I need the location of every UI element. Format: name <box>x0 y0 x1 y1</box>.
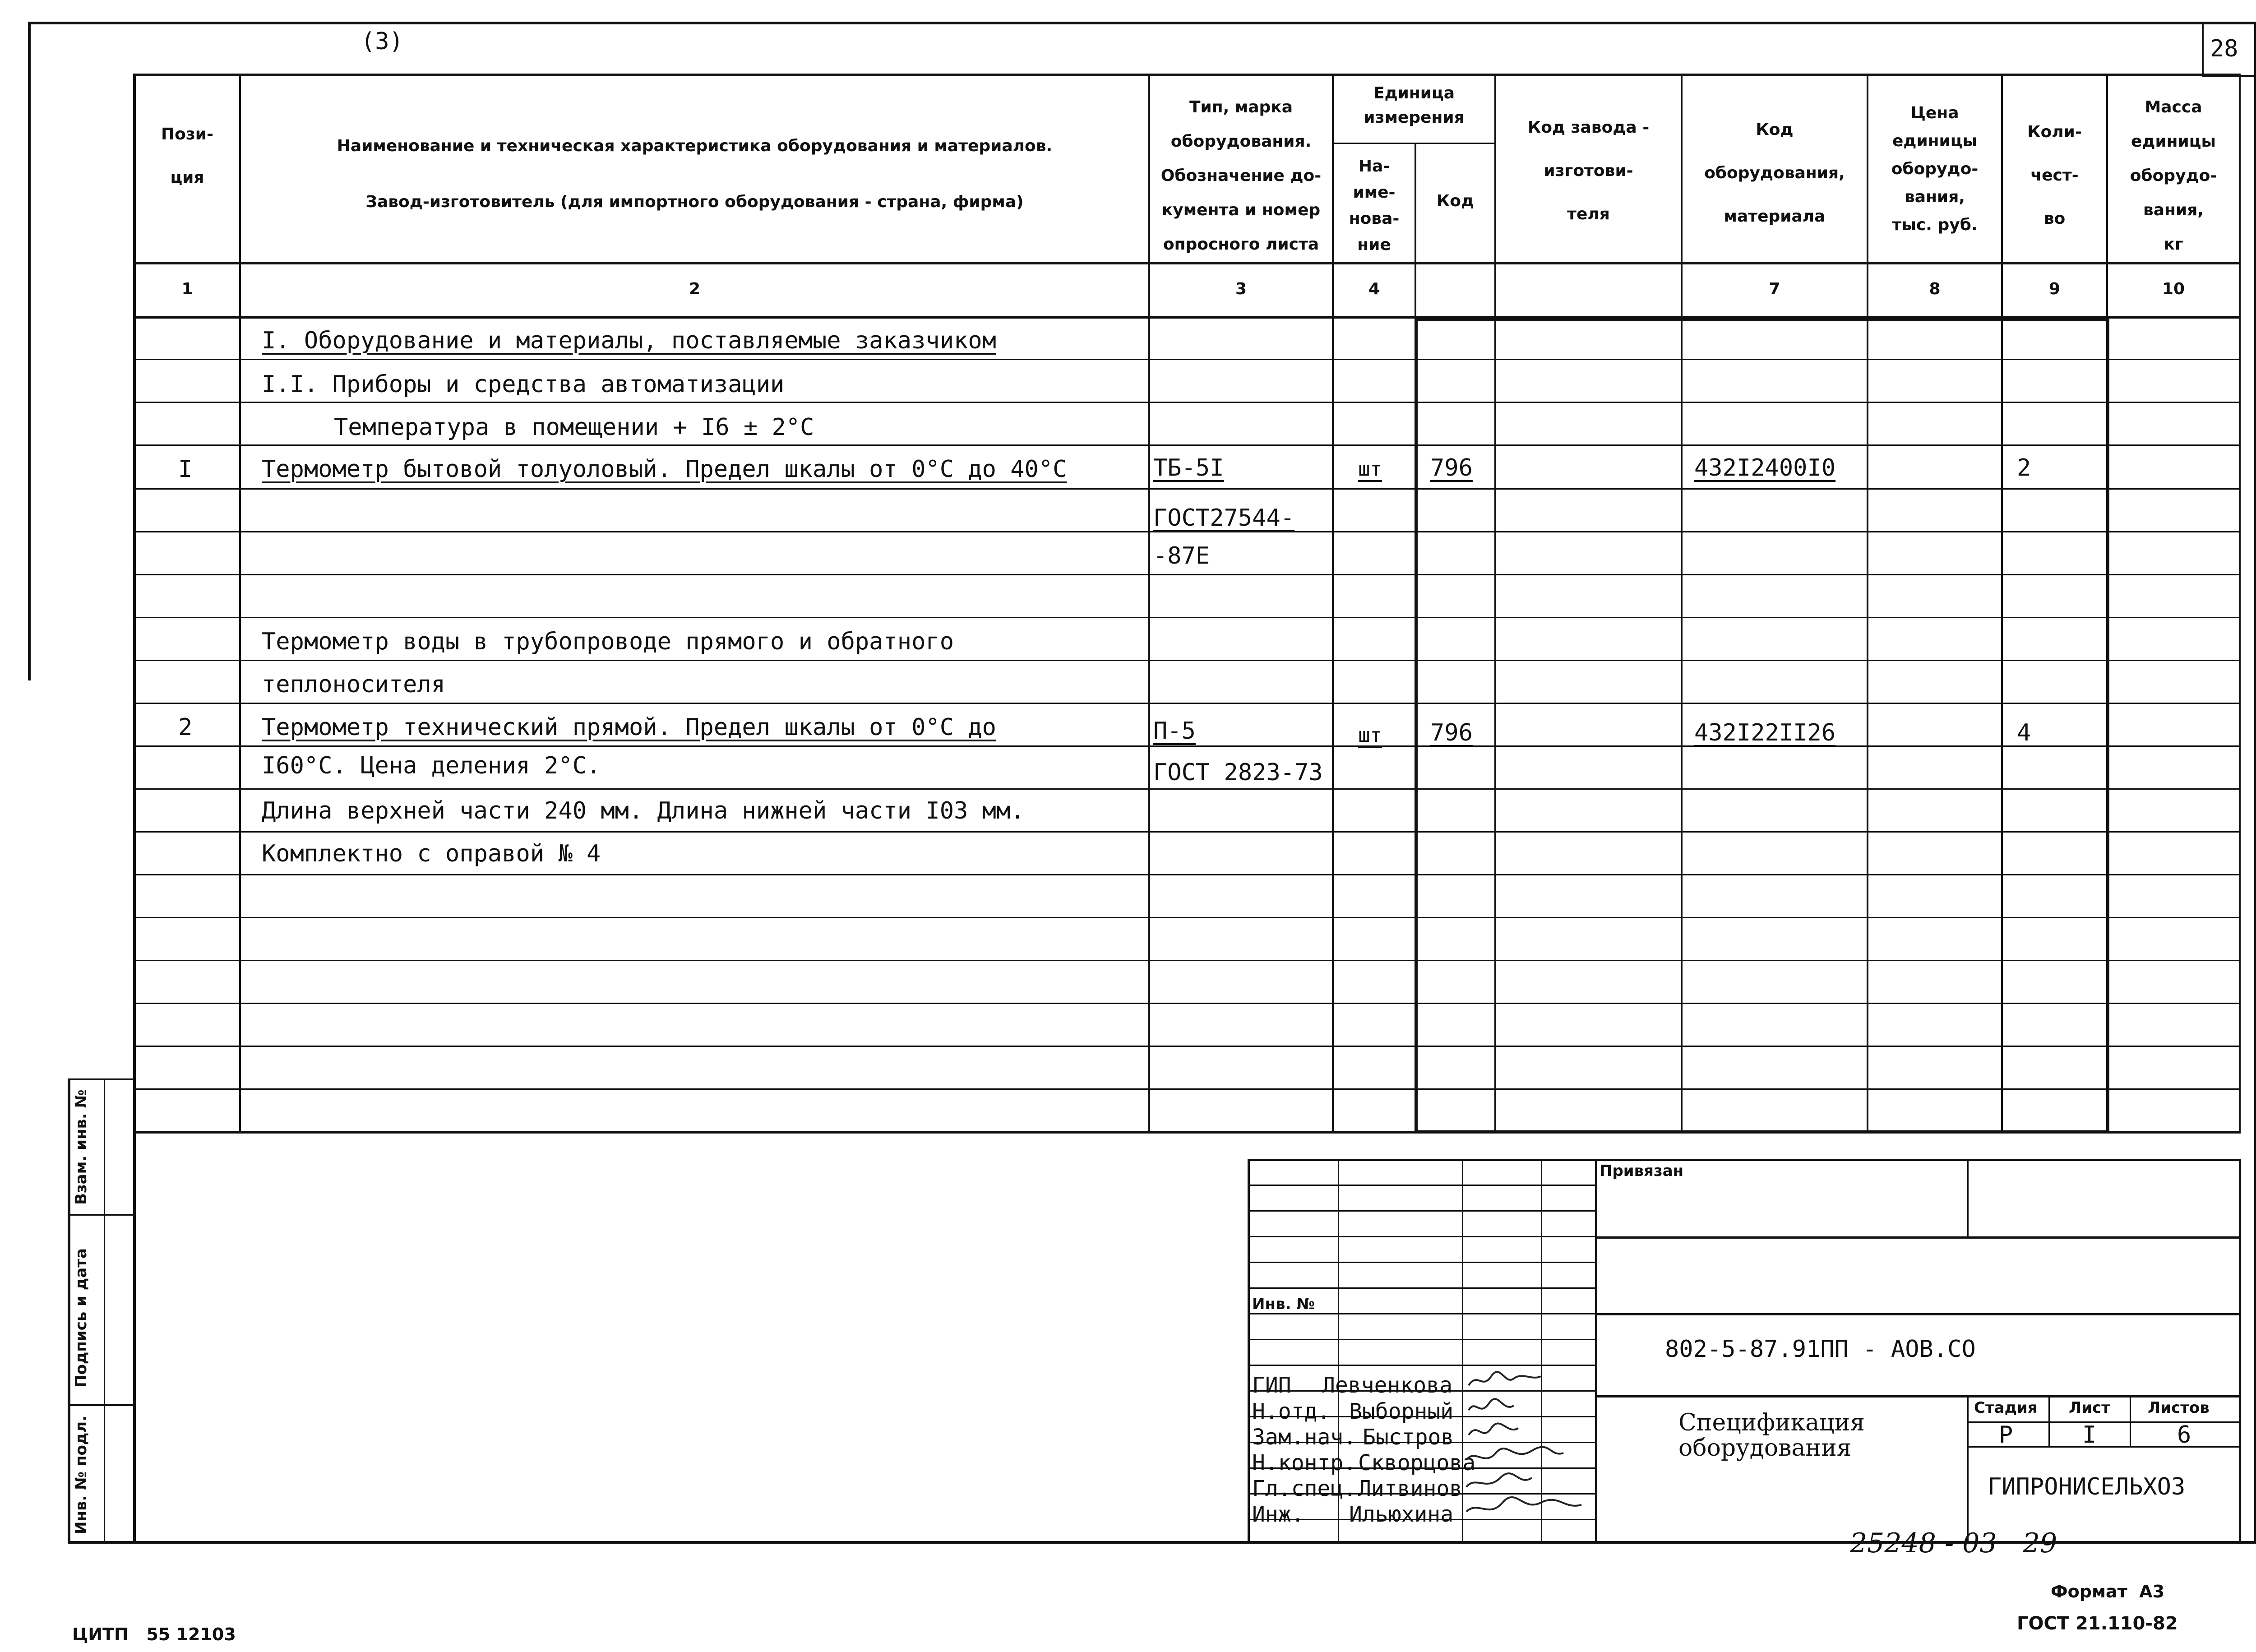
item2-type-standard: ГОСТ 2823-73 <box>1153 759 1323 786</box>
colnum-8: 8 <box>1929 280 1941 298</box>
page-number: 28 <box>2210 35 2238 62</box>
stage-value: Р <box>1999 1421 2013 1448</box>
subsection-heading: I.I. Приборы и средства автоматизации <box>262 371 785 398</box>
item1-type: ТБ-5I <box>1153 454 1224 481</box>
title-block-privyazan: Привязан <box>1600 1162 1684 1180</box>
top-left-label: (3) <box>361 28 403 55</box>
item2-name-line4: Комплектно с оправой № 4 <box>262 840 601 867</box>
sheet-label: Лист <box>2069 1399 2110 1417</box>
header-quantity: Коли- чест- во <box>2027 123 2082 228</box>
item2-type: П-5 <box>1153 717 1196 745</box>
item2-position: 2 <box>178 714 193 741</box>
header-unit-name: На- име- нова- ние <box>1349 157 1400 254</box>
item2-name: Термометр технический прямой. Предел шкалы от 0°C до <box>262 714 996 741</box>
colnum-9: 9 <box>2048 280 2061 298</box>
stamp-inventory-original: Инв. № подл. <box>72 1415 90 1534</box>
signer-role-4: Н.контр. <box>1252 1450 1357 1476</box>
sheet-value: I <box>2082 1421 2097 1448</box>
signer-role-1: ГИП <box>1252 1373 1291 1398</box>
header-price: Цена единицы оборудо- вания, тыс. руб. <box>1891 104 1979 234</box>
header-factory-code: Код завода - изготови- теля <box>1527 118 1650 223</box>
signer-name-6: Ильюхина <box>1349 1502 1454 1527</box>
sheets-value: 6 <box>2177 1421 2191 1448</box>
section-heading: I. Оборудование и материалы, поставляемые заказчиком <box>262 327 996 354</box>
item2-quantity: 4 <box>2017 719 2031 746</box>
copy-number: 25248 - 03 29 <box>1850 1527 2057 1559</box>
header-type: Тип, марка оборудования. Обозначение до- кумента и номер опросного листа <box>1160 98 1322 254</box>
colnum-10: 10 <box>2162 280 2185 298</box>
item1-name: Термометр бытовой толуоловый. Предел шкалы от 0°C до 40°C <box>262 456 1067 483</box>
item1-type-standard: ГОСТ27544- <box>1153 504 1295 532</box>
organization: ГИПРОНИСЕЛЬХОЗ <box>1988 1473 2186 1500</box>
signer-role-5: Гл.спец. <box>1252 1476 1357 1501</box>
stage-label: Стадия <box>1974 1399 2038 1417</box>
signer-name-4: Скворцова <box>1358 1450 1476 1476</box>
document-title: Спецификация оборудования <box>1678 1409 1865 1462</box>
colnum-7: 7 <box>1769 280 1780 298</box>
colnum-4: 4 <box>1368 280 1380 298</box>
signer-role-3: Зам.нач. <box>1252 1425 1357 1450</box>
item2-name-line2: I60°C. Цена деления 2°C. <box>262 752 601 779</box>
water-thermometer-heading-cont: теплоносителя <box>262 671 445 698</box>
header-unit-code: Код <box>1436 192 1475 210</box>
item1-equipment-code: 432I2400I0 <box>1694 454 1836 481</box>
signer-name-5: Литвинов <box>1358 1476 1463 1501</box>
item2-equipment-code: 432I22II26 <box>1694 719 1836 746</box>
title-block-inventory: Инв. № <box>1252 1295 1315 1313</box>
colnum-2: 2 <box>689 280 701 298</box>
format-label: Формат А3 <box>2051 1582 2165 1601</box>
signer-name-1: Левченкова <box>1322 1373 1452 1398</box>
colnum-1: 1 <box>181 280 193 298</box>
water-thermometer-heading: Термометр воды в трубопроводе прямого и обратного <box>262 628 954 655</box>
sheets-label: Листов <box>2148 1399 2210 1417</box>
signer-name-2: Выборный <box>1349 1399 1454 1424</box>
signatures-scribble <box>1464 1367 1600 1539</box>
signer-name-3: Быстров <box>1363 1425 1454 1450</box>
item2-unit: шт <box>1358 724 1382 747</box>
header-position: Пози- ция <box>161 125 213 187</box>
item1-position: I <box>178 456 193 483</box>
room-temperature: Температура в помещении + I6 ± 2°C <box>334 414 814 441</box>
item1-type-standard-cont: -87Е <box>1153 542 1210 569</box>
item1-quantity: 2 <box>2017 454 2031 481</box>
stamp-signature-date: Подпись и дата <box>72 1248 90 1388</box>
item2-name-line3: Длина верхней части 240 мм. Длина нижней части I03 мм. <box>262 797 1025 824</box>
item1-unit-code: 796 <box>1430 454 1473 481</box>
signer-role-2: Н.отд. <box>1252 1399 1331 1424</box>
document-designation: 802-5-87.91ПП - АОВ.СО <box>1665 1336 1976 1363</box>
signer-role-6: Инж. <box>1252 1502 1304 1527</box>
item1-unit: шт <box>1358 458 1382 481</box>
footer-right: ГОСТ 21.110-82 <box>2017 1613 2178 1634</box>
colnum-3: 3 <box>1235 280 1247 298</box>
header-name: Наименование и техническая характеристика оборудования и материалов. Завод-изготовитель (для импортного оборудования - страна, фирма) <box>337 137 1053 211</box>
header-mass: Масса единицы оборудо- вания, кг <box>2130 98 2217 254</box>
item2-unit-code: 796 <box>1430 719 1473 746</box>
header-unit: Единица измерения <box>1364 84 1465 127</box>
stamp-replacement-inventory: Взам. инв. № <box>72 1089 90 1205</box>
footer-left: ЦИТП 55 12103 <box>72 1624 236 1644</box>
header-equipment-code: Код оборудования, материала <box>1704 120 1845 226</box>
